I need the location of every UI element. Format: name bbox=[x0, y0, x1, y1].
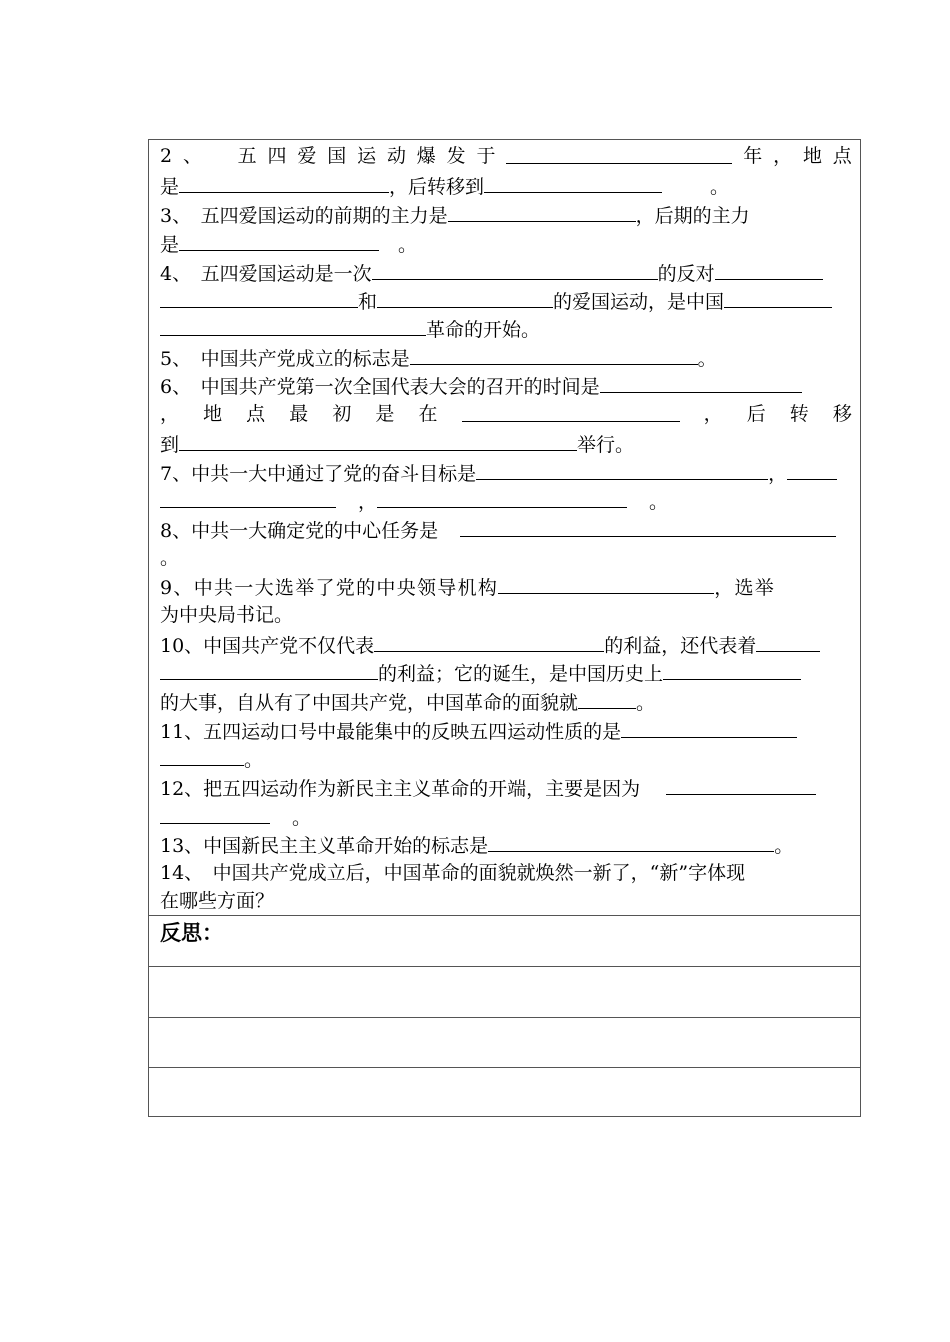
question-8-line-2: 。 bbox=[160, 547, 180, 569]
blank[interactable] bbox=[460, 515, 836, 537]
blank[interactable] bbox=[488, 830, 774, 852]
question-2-line-2: 是 ，后转移到 。 bbox=[160, 171, 852, 199]
blank[interactable] bbox=[448, 200, 636, 222]
question-10-line-3: 的大事，自从有了中国共产党，中国革命的面貌就 。 bbox=[160, 687, 852, 715]
blank[interactable] bbox=[160, 314, 426, 336]
question-14-line-2: 在哪些方面？ bbox=[160, 890, 275, 912]
blank[interactable] bbox=[160, 286, 358, 308]
blank[interactable] bbox=[160, 802, 270, 824]
blank[interactable] bbox=[578, 687, 636, 709]
blank[interactable] bbox=[377, 286, 553, 308]
blank[interactable] bbox=[715, 258, 823, 280]
blank[interactable] bbox=[160, 744, 244, 766]
blank[interactable] bbox=[724, 286, 832, 308]
blank[interactable] bbox=[179, 171, 389, 193]
reflection-row-divider bbox=[149, 1067, 860, 1068]
question-5: 5、 中国共产党成立的标志是 。 bbox=[160, 343, 852, 371]
blank[interactable] bbox=[377, 486, 627, 508]
blank[interactable] bbox=[160, 658, 378, 680]
blank[interactable] bbox=[506, 142, 732, 164]
blank[interactable] bbox=[484, 171, 662, 193]
blank[interactable] bbox=[498, 572, 714, 594]
question-4-line-2: 和 的爱国运动，是中国 bbox=[160, 286, 852, 314]
question-6-line-3: 到 举行。 bbox=[160, 429, 852, 457]
blank[interactable] bbox=[462, 400, 680, 422]
question-6-line-1: 6、 中国共产党第一次全国代表大会的召开的时间是 bbox=[160, 371, 852, 399]
question-13: 13、中国新民主主义革命开始的标志是 。 bbox=[160, 830, 852, 858]
question-11-line-2: 。 bbox=[160, 744, 852, 772]
blank[interactable] bbox=[663, 658, 801, 680]
blank[interactable] bbox=[621, 716, 797, 738]
question-10-line-1: 10、中国共产党不仅代表 的利益，还代表着 bbox=[160, 630, 852, 658]
blank[interactable] bbox=[372, 258, 658, 280]
blank[interactable] bbox=[600, 371, 802, 393]
blank[interactable] bbox=[374, 630, 604, 652]
question-9-line-1: 9、中共一大选举了党的中央领导机构 ，选举 bbox=[160, 572, 852, 600]
question-3-line-1: 3、 五四爱国运动的前期的主力是 ，后期的主力 bbox=[160, 200, 852, 228]
blank[interactable] bbox=[410, 343, 698, 365]
blank[interactable] bbox=[756, 630, 820, 652]
question-7-line-2: ， 。 bbox=[160, 486, 852, 514]
worksheet-table bbox=[148, 139, 861, 1117]
question-11-line-1: 11、五四运动口号中最能集中的反映五四运动性质的是 bbox=[160, 716, 852, 744]
question-2-line-1: 2 、 五 四 爱 国 运 动 爆 发 于 年 ， 地 点 bbox=[160, 142, 852, 170]
question-10-line-2: 的利益；它的诞生，是中国历史上 bbox=[160, 658, 852, 686]
blank[interactable] bbox=[179, 429, 577, 451]
blank[interactable] bbox=[666, 773, 816, 795]
question-6-line-2: ， 地 点 最 初 是 在 ， 后 转 移 bbox=[160, 400, 852, 428]
questions-cell bbox=[149, 140, 860, 916]
blank[interactable] bbox=[179, 229, 379, 251]
question-4-line-1: 4、 五四爱国运动是一次 的反对 bbox=[160, 258, 852, 286]
blank[interactable] bbox=[787, 458, 837, 480]
question-14-line-1: 14、 中国共产党成立后，中国革命的面貌就焕然一新了，“新”字体现 bbox=[160, 862, 746, 884]
reflection-row-divider bbox=[149, 1017, 860, 1018]
question-9-line-2: 为中央局书记。 bbox=[160, 604, 294, 626]
blank[interactable] bbox=[476, 458, 768, 480]
reflection-title: 反思： bbox=[160, 921, 223, 945]
question-3-line-2: 是 。 bbox=[160, 229, 852, 257]
blank[interactable] bbox=[160, 486, 336, 508]
question-7-line-1: 7、中共一大中通过了党的奋斗目标是 ， bbox=[160, 458, 852, 486]
question-12-line-2: 。 bbox=[160, 802, 852, 830]
question-12-line-1: 12、把五四运动作为新民主主义革命的开端，主要是因为 bbox=[160, 773, 852, 801]
reflection-row-divider bbox=[149, 966, 860, 967]
question-4-line-3: 革命的开始。 bbox=[160, 314, 852, 342]
question-8-line-1: 8、中共一大确定党的中心任务是 bbox=[160, 515, 852, 543]
